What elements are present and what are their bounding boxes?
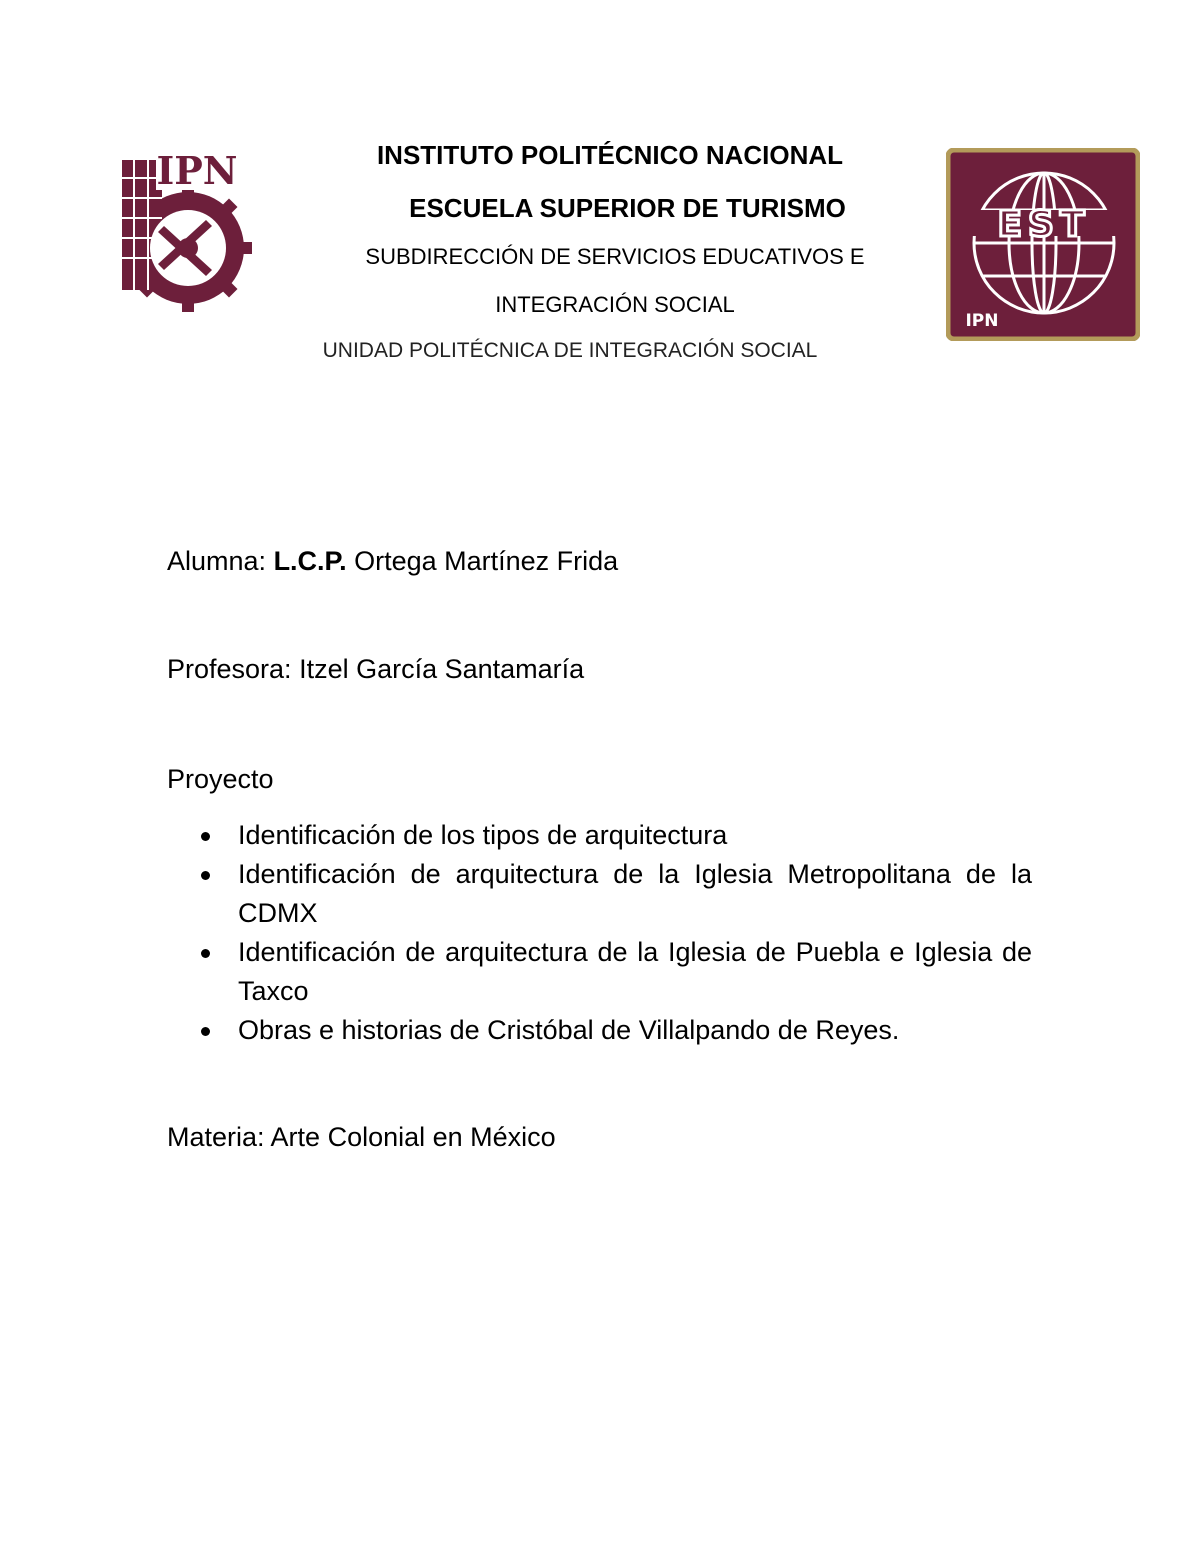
ipn-logo [108,148,253,318]
est-logo [946,148,1140,341]
subdirection-line-2: INTEGRACIÓN SOCIAL [495,292,735,317]
bullet-icon [201,832,210,841]
est-globe-icon [946,148,1140,341]
subdirection-line-1: SUBDIRECCIÓN DE SERVICIOS EDUCATIVOS E [365,244,865,269]
est-logo-subtext: IPN [965,311,999,331]
student-name: Ortega Martínez Frida [346,546,619,576]
unit-name: UNIDAD POLITÉCNICA DE INTEGRACIÓN SOCIAL [322,339,818,362]
list-item-text: Identificación de los tipos de arquitectura [238,820,728,850]
list-item [198,855,1032,933]
subject-line [167,1122,556,1153]
institute-name: INSTITUTO POLITÉCNICO NACIONAL [376,140,844,170]
list-item [198,933,1032,1011]
student-line [167,546,618,577]
ipn-logo-text: IPN [156,148,238,193]
school-name: ESCUELA SUPERIOR DE TURISMO [409,193,846,223]
bullet-icon [201,871,210,880]
list-item [198,1011,1032,1050]
subject-label: Materia: [167,1122,271,1152]
bullet-icon [201,1027,210,1036]
project-heading: Proyecto [167,764,274,794]
bullet-icon [201,949,210,958]
est-logo-text: EST [997,204,1091,245]
list-item-text: Obras e historias de Cristóbal de Villalpando de Reyes. [238,1015,900,1045]
project-list [198,816,1032,1050]
teacher-line [167,654,584,685]
list-item-text: Identificación de arquitectura de la Iglesia de Puebla e Iglesia de Taxco [238,937,1032,1006]
teacher-name: Itzel García Santamaría [299,654,585,684]
student-label: Alumna: [167,546,274,576]
student-title: L.C.P. [273,546,347,576]
teacher-label: Profesora: [167,654,300,684]
ipn-seal-icon [108,148,253,318]
subject-name: Arte Colonial en México [270,1122,556,1152]
list-item-text: Identificación de arquitectura de la Iglesia Metropolitana de la CDMX [238,859,1032,928]
list-item [198,816,1032,855]
